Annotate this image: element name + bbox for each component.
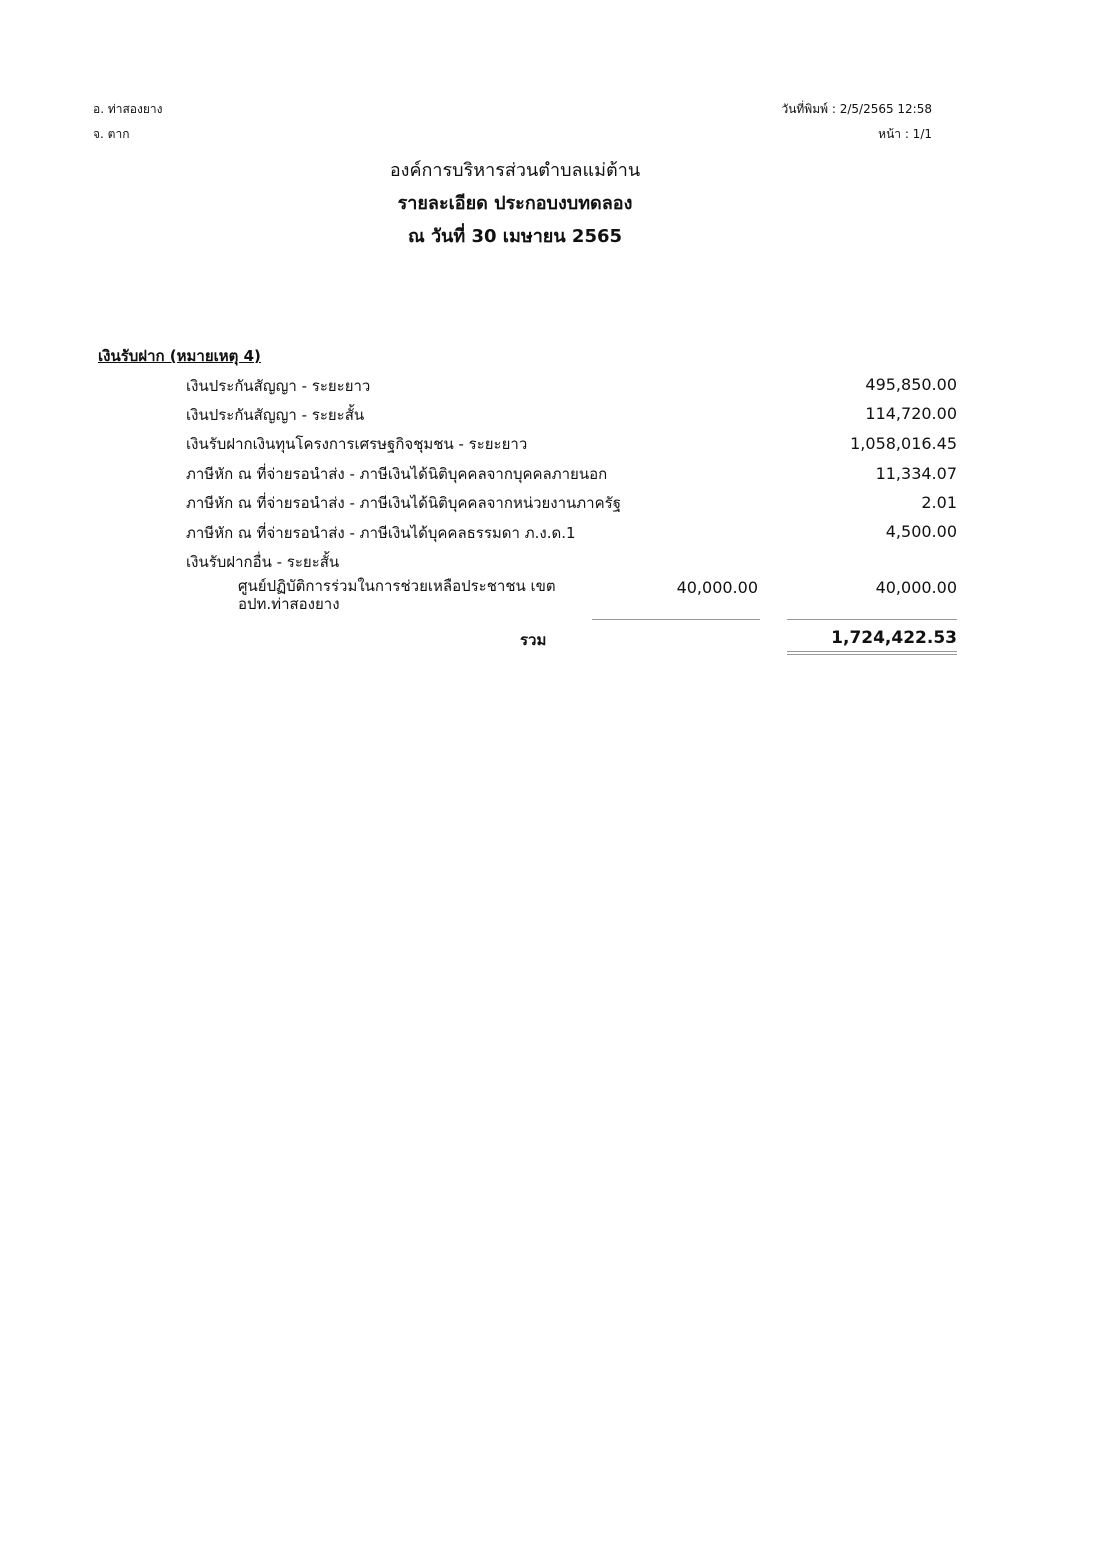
total-label: รวม xyxy=(520,631,547,649)
report-title: รายละเอียด ประกอบงบทดลอง xyxy=(397,193,633,214)
line-item-label: ภาษีหัก ณ ที่จ่ายรอนำส่ง - ภาษีเงินได้นิติบุคคลจากหน่วยงานภาครัฐ xyxy=(186,494,621,512)
line-item-label: เงินประกันสัญญา - ระยะสั้น xyxy=(186,406,365,424)
organization-title: องค์การบริหารส่วนตำบลแม่ต้าน xyxy=(389,160,641,181)
district-label: อ. ท่าสองยาง xyxy=(93,102,163,116)
subtotal-rule xyxy=(592,619,760,620)
line-item-amount: 4,500.00 xyxy=(885,522,957,541)
group-amount: 40,000.00 xyxy=(875,578,957,597)
line-item-label: ภาษีหัก ณ ที่จ่ายรอนำส่ง - ภาษีเงินได้บุคคลธรรมดา ภ.ง.ด.1 xyxy=(186,524,576,542)
province-label: จ. ตาก xyxy=(93,127,130,141)
line-item-amount: 11,334.07 xyxy=(875,464,957,483)
line-item-amount: 2.01 xyxy=(921,493,957,512)
page-number: หน้า : 1/1 xyxy=(878,127,932,141)
subtotal-rule xyxy=(787,619,957,620)
line-item-label: เงินประกันสัญญา - ระยะยาว xyxy=(186,377,371,395)
print-date: วันที่พิมพ์ : 2/5/2565 12:58 xyxy=(781,102,932,116)
line-item-label: เงินรับฝากเงินทุนโครงการเศรษฐกิจชุมชน - ระยะยาว xyxy=(186,435,528,453)
line-item-amount: 114,720.00 xyxy=(865,404,957,423)
total-double-rule-bottom xyxy=(787,654,957,655)
line-item-label: ภาษีหัก ณ ที่จ่ายรอนำส่ง - ภาษีเงินได้นิติบุคคลจากบุคคลภายนอก xyxy=(186,465,608,483)
line-item-amount: 1,058,016.45 xyxy=(850,434,957,453)
line-item-amount: 495,850.00 xyxy=(865,375,957,394)
group-label: เงินรับฝากอื่น - ระยะสั้น xyxy=(186,553,340,571)
sub-item-label: ศูนย์ปฏิบัติการร่วมในการช่วยเหลือประชาชน เขต อปท.ท่าสองยาง xyxy=(238,577,556,613)
sub-item-amount: 40,000.00 xyxy=(676,578,758,597)
total-amount: 1,724,422.53 xyxy=(831,628,957,648)
section-heading: เงินรับฝาก (หมายเหตุ 4) xyxy=(98,347,261,365)
total-double-rule-top xyxy=(787,651,957,652)
as-of-date: ณ วันที่ 30 เมษายน 2565 xyxy=(407,226,623,247)
